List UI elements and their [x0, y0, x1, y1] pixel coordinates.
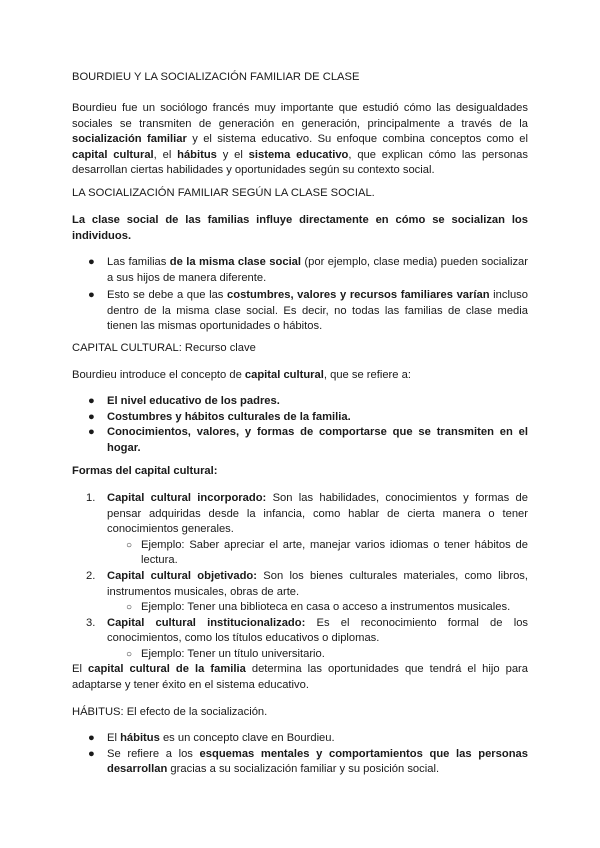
- sub-bullet-marker: ○: [126, 648, 133, 660]
- list-item: [72, 491, 528, 538]
- form-name: Capital cultural incorporado:: [107, 492, 267, 504]
- bullet-bold: hábitus: [120, 732, 160, 744]
- document-title: BOURDIEU Y LA SOCIALIZACIÓN FAMILIAR DE CLASE: [72, 71, 360, 83]
- section2-closing: [72, 662, 528, 693]
- forms-numbered-list: [72, 491, 528, 663]
- bullet-bold: esquemas mentales y comportamientos que las personas desarrollan: [107, 747, 528, 776]
- intro-bold-sistema: sistema educativo: [248, 148, 349, 161]
- bullet-bold: Conocimientos, valores, y formas de comportarse que se transmiten en el hogar.: [107, 426, 528, 454]
- list-item: [72, 616, 528, 647]
- section2-intro-text: , que se refiere a:: [323, 369, 411, 381]
- bullet-marker: ●: [88, 426, 95, 439]
- list-number: 2.: [86, 569, 96, 582]
- bullet-marker: ●: [88, 289, 95, 302]
- form-example: Ejemplo: Tener una biblioteca en casa o acceso a instrumentos musicales.: [141, 601, 511, 614]
- list-item: [72, 410, 528, 426]
- bullet-text: (por ejemplo, clase media) pueden socializar a sus hijos de manera diferente.: [107, 256, 528, 284]
- forms-heading: [72, 464, 528, 480]
- intro-bold-capital: capital cultural: [72, 148, 154, 161]
- bullet-marker: ●: [88, 732, 95, 744]
- bullet-bold: El nivel educativo de los padres.: [107, 395, 280, 407]
- intro-text-4: y el: [216, 148, 249, 161]
- bullet-text: es un concepto clave en Bourdieu.: [159, 732, 335, 744]
- list-number: 1.: [86, 492, 96, 504]
- form-desc: Es el reconocimiento formal de los conocimientos, como los títulos educativos o diplomas.: [107, 616, 529, 645]
- list-item: [72, 255, 528, 286]
- form-name: Capital cultural objetivado:: [107, 569, 257, 582]
- section1-lead-text: La clase social de las familias influye directamente en cómo se socializan los individuos.: [72, 214, 528, 242]
- intro-text-1: Bourdieu fue un sociólogo francés muy importante que estudió cómo las desigualdades sociales se transmiten de generación en generación, principalmente a través de la: [72, 102, 528, 130]
- section2-heading: CAPITAL CULTURAL: Recurso clave: [72, 342, 256, 354]
- section3-heading: HÁBITUS: El efecto de la socialización.: [72, 706, 268, 718]
- intro-paragraph: [72, 101, 528, 179]
- list-item: [72, 731, 528, 747]
- bullet-marker: ●: [88, 256, 95, 268]
- forms-heading-text: Formas del capital cultural:: [72, 465, 218, 477]
- intro-text-2: y el sistema educativo. Su enfoque combina conceptos como el: [186, 133, 528, 146]
- section2-bullet-list: [72, 394, 528, 456]
- list-item: [72, 747, 528, 778]
- list-item: [72, 569, 528, 600]
- closing-bold: capital cultural de la familia: [88, 663, 246, 675]
- sub-bullet-marker: ○: [126, 602, 133, 614]
- list-item: [72, 425, 528, 456]
- section2-intro: [72, 368, 528, 384]
- list-item: [72, 538, 528, 569]
- form-example: Ejemplo: Tener un título universitario.: [141, 647, 325, 660]
- bullet-text: El: [107, 732, 121, 744]
- bullet-text: incluso dentro de la misma clase social. Es decir, no todas las familias de clase media tienen las mismas oportunidades o hábitos.: [107, 289, 528, 333]
- form-name: Capital cultural institucionalizado:: [107, 616, 306, 629]
- list-item: [72, 288, 528, 335]
- closing-text: El: [72, 663, 88, 675]
- sub-bullet-marker: ○: [126, 539, 133, 551]
- section2-intro-text: Bourdieu introduce el concepto de: [72, 369, 245, 381]
- bullet-text: Las familias: [107, 256, 170, 268]
- bullet-marker: ●: [88, 395, 95, 407]
- closing-text: determina las oportunidades que tendrá el hijo para adaptarse y tener éxito en el sistema educativo.: [72, 663, 528, 691]
- intro-bold-socializacion: socialización familiar: [72, 133, 187, 146]
- bullet-text: Se refiere a los: [107, 747, 200, 760]
- bullet-marker: ●: [88, 747, 95, 760]
- section3-bullet-list: [72, 731, 528, 778]
- list-number: 3.: [86, 616, 96, 629]
- section1-bullet-list: [72, 255, 528, 335]
- list-item: [72, 394, 528, 410]
- bullet-text: Esto se debe a que las: [107, 289, 228, 302]
- form-desc: Son los bienes culturales materiales, como libros, instrumentos musicales, obras de arte.: [107, 569, 528, 598]
- form-desc: Son las habilidades, conocimientos y formas de pensar adquiridas desde la infancia, como hablar de cierta manera o tener conocimientos generales.: [107, 492, 528, 536]
- bullet-text: gracias a su socialización familiar y su posición social.: [167, 763, 440, 776]
- bullet-bold: Costumbres y hábitos culturales de la familia.: [107, 410, 351, 423]
- list-item: [72, 600, 528, 616]
- section2-intro-bold: capital cultural: [244, 369, 324, 381]
- section1-heading: LA SOCIALIZACIÓN FAMILIAR SEGÚN LA CLASE SOCIAL.: [72, 187, 375, 199]
- list-item: [72, 647, 528, 663]
- section1-lead: [72, 213, 528, 244]
- intro-text-3: , el: [153, 148, 178, 161]
- form-example: Ejemplo: Saber apreciar el arte, manejar varios idiomas o tener hábitos de lectura.: [141, 538, 528, 567]
- intro-bold-habitus: hábitus: [177, 148, 217, 161]
- bullet-bold: de la misma clase social: [169, 256, 302, 268]
- bullet-bold: costumbres, valores y recursos familiares varían: [227, 289, 490, 302]
- intro-text-5: , que explican cómo las personas desarrollan ciertas habilidades y oportunidades según su contexto social.: [72, 148, 528, 177]
- bullet-marker: ●: [88, 410, 95, 423]
